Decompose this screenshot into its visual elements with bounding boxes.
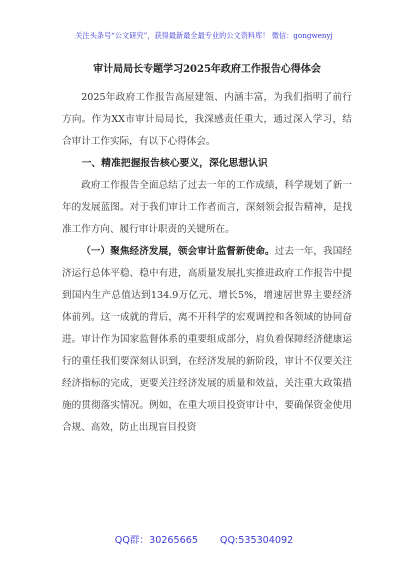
subsection-1-body: 过去一年，我国经济运行总体平稳、稳中有进，高质量发展扎实推进政府工作报告中提到国内生产总值达到134.9万亿元、增长5%，增速居世界主要经济体前列。这一成就的背后，离不开科学的宏观调控和各领域的协同奋进。审计作为国家监督体系的重要组成部分，肩负着保障经济健康运行的重任我们要深刻认识到，在经济发展的新阶段，审计不仅要关注经济指标的完成，更要关注经济发展的质量和效益，关注重大政策措施的贯彻落实情况。例如，在重大项目投资审计中，要确保资金使用合规、高效，防止出现盲目投资 — [62, 246, 353, 433]
document-body — [62, 62, 352, 439]
document-title: 审计局局长专题学习2025年政府工作报告心得体会 — [93, 64, 321, 75]
section-1-heading: 一、精准把握报告核心要义，深化思想认识 — [81, 158, 268, 169]
header-banner: 关注头条号“公文研究”，获得最新最全最专业的公文资料库！ 微信：gongwenyj — [75, 31, 333, 40]
intro-paragraph: 2025年政府工作报告高屋建瓴、内涵丰富，为我们指明了前行方向。作为XX市审计局局长，我深感责任重大，通过深入学习，结合审计工作实际，有以下心得体会。 — [62, 92, 352, 147]
subsection-1-lead: （一）聚焦经济发展，领会审计监督新使命。 — [81, 246, 275, 257]
footer-contact — [0, 532, 408, 546]
subsection-1-paragraph — [62, 241, 352, 439]
footer-qq-number: QQ:535304092 — [219, 535, 294, 546]
footer-qq-group: QQ群：30265665 — [114, 535, 198, 546]
section-1-paragraph: 政府工作报告全面总结了过去一年的工作成绩，科学规划了新一年的发展蓝图。对于我们审计工作者而言，深刻领会报告精神，是找准工作方向、履行审计职责的关键所在。 — [62, 180, 352, 235]
